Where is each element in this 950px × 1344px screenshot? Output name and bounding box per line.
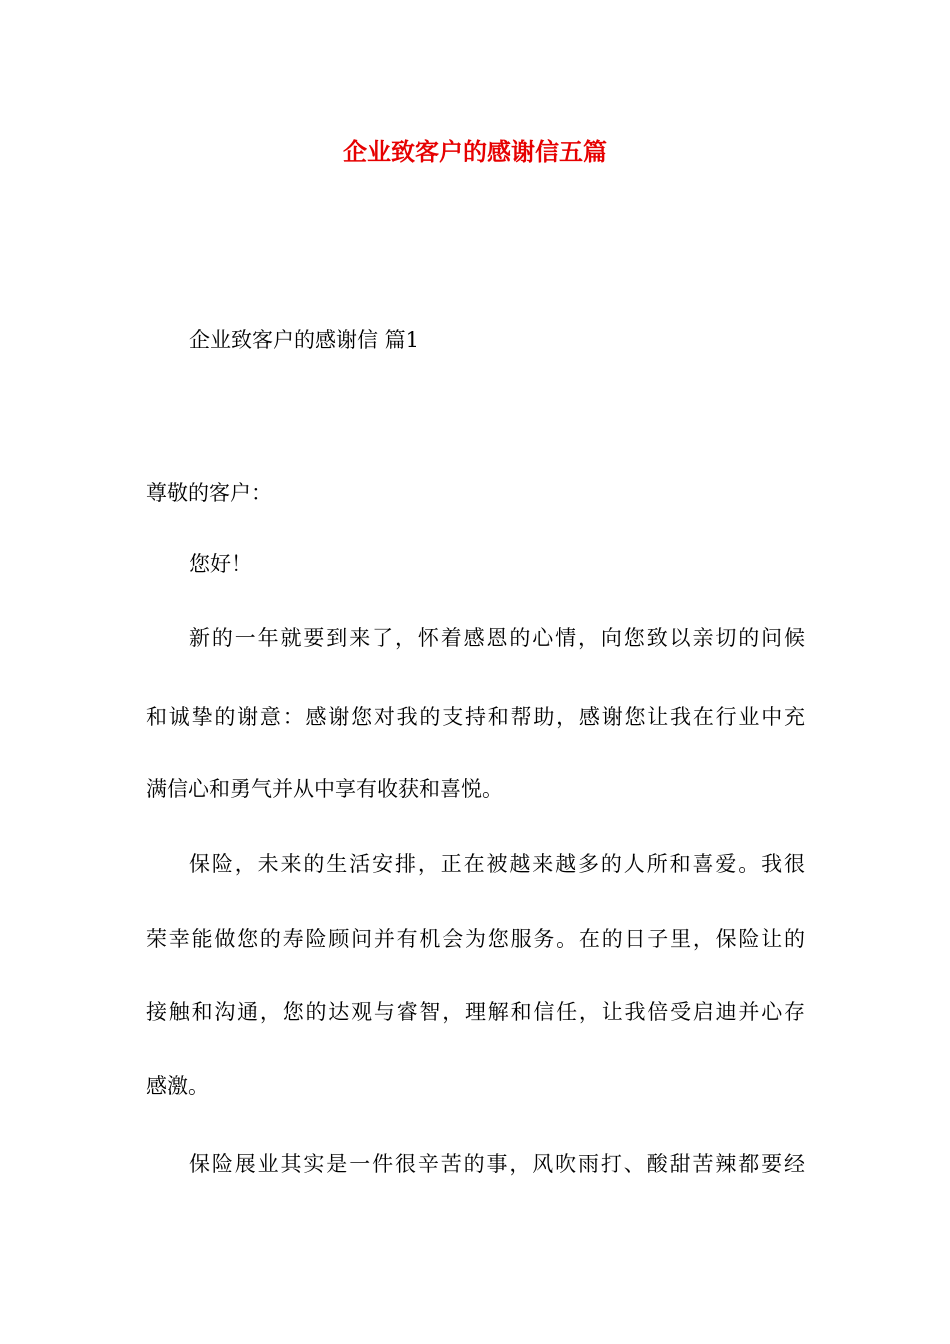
document-title: 企业致客户的感谢信五篇 <box>343 137 607 166</box>
section-heading: 企业致客户的感谢信 篇1 <box>189 328 420 352</box>
greeting: 您好！ <box>189 552 252 576</box>
body-line-1: 新的一年就要到来了，怀着感恩的心情，向您致以亲切的问候 <box>189 626 805 650</box>
salutation: 尊敬的客户： <box>146 481 272 505</box>
body-line-3: 满信心和勇气并从中享有收获和喜悦。 <box>146 777 503 801</box>
body-line-7: 感激。 <box>146 1074 209 1098</box>
body-line-5: 荣幸能做您的寿险顾问并有机会为您服务。在的日子里，保险让的 <box>146 927 805 951</box>
body-line-4: 保险，未来的生活安排，正在被越来越多的人所和喜爱。我很 <box>189 852 805 876</box>
body-line-6: 接触和沟通，您的达观与睿智，理解和信任，让我倍受启迪并心存 <box>146 1000 805 1024</box>
body-line-2: 和诚挚的谢意：感谢您对我的支持和帮助，感谢您让我在行业中充 <box>146 705 805 729</box>
body-line-8: 保险展业其实是一件很辛苦的事，风吹雨打、酸甜苦辣都要经 <box>189 1152 805 1176</box>
